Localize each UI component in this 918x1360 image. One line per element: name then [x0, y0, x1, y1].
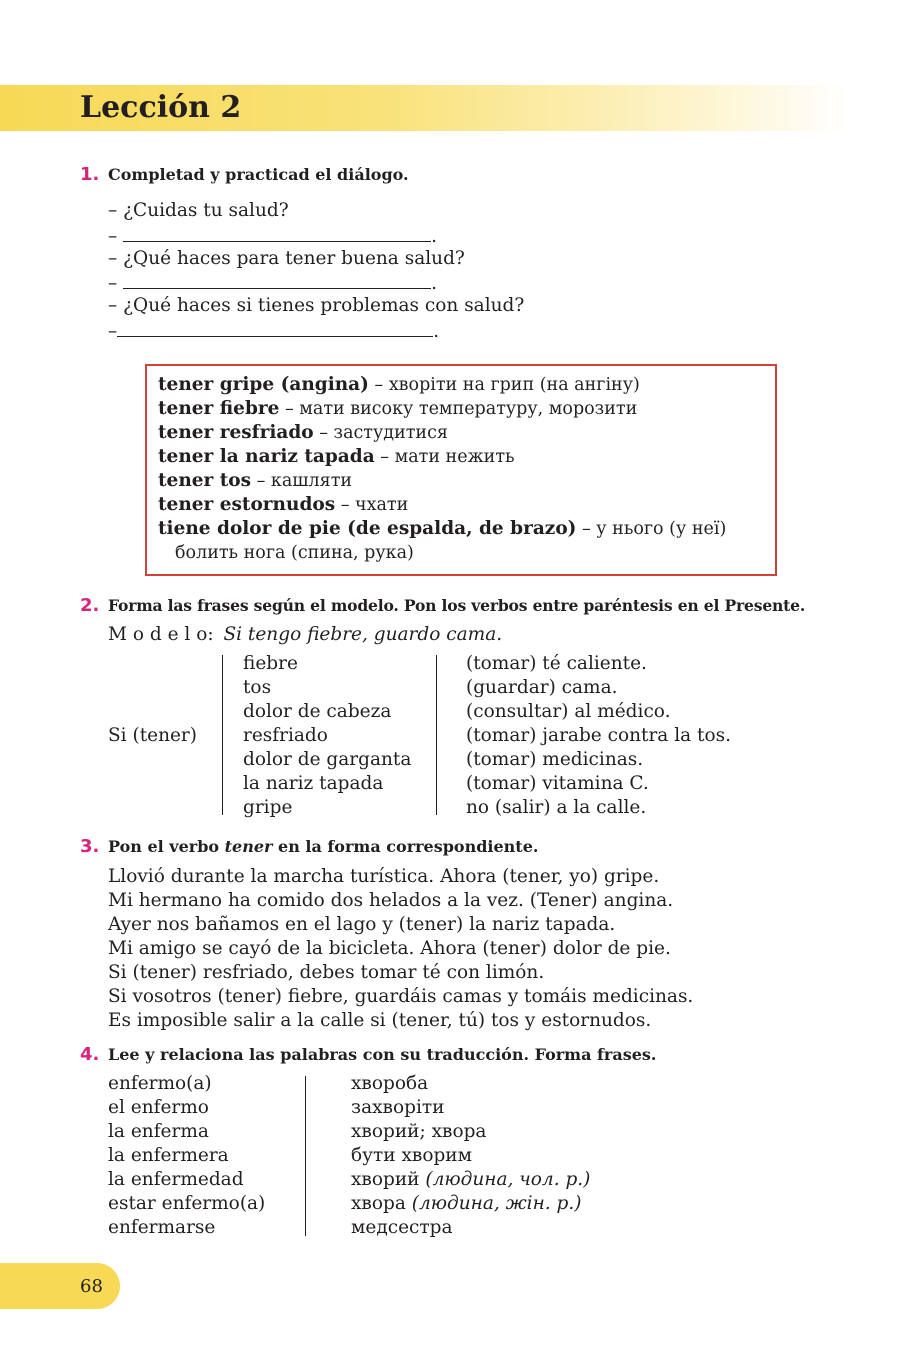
- dialogue-text: –: [108, 273, 124, 295]
- vocab-entry: [158, 421, 448, 445]
- exercise-3-sentence: Si vosotros (tener) fiebre, guardáis camas y tomáis medicinas.: [108, 986, 694, 1007]
- exercise-1-title: Completad y practicad el diálogo.: [108, 165, 409, 184]
- ukrainian-translation: [351, 1168, 590, 1192]
- exercise-3-title: Pon el verbo tener en la forma correspondiente.: [108, 837, 539, 856]
- exercise-3-number: 3.: [80, 836, 100, 857]
- dialogue-line: [108, 247, 465, 271]
- vocab-entry: [158, 445, 515, 469]
- translation-text: хворий: [351, 1169, 426, 1190]
- translation-text: захворіти: [351, 1097, 445, 1118]
- exercise-3-sentence: Mi hermano ha comido dos helados a la vez. (Tener) angina.: [108, 890, 674, 911]
- model-text: Si tengo fiebre, guardo cama.: [223, 624, 503, 645]
- vocab-translation: – у нього (у неї): [576, 519, 727, 539]
- translation-text: хвора: [351, 1193, 412, 1214]
- column-divider: [305, 1076, 306, 1236]
- dialogue-text: – ¿Qué haces si tienes problemas con salud?: [108, 295, 525, 317]
- translation-text: бути хворим: [351, 1145, 473, 1166]
- action-item: (consultar) al médico.: [466, 701, 671, 722]
- translation-text: хвороба: [351, 1073, 429, 1094]
- vocab-entry: [175, 541, 414, 565]
- translation-text: хворий; хвора: [351, 1121, 487, 1142]
- page-number: 68: [80, 1276, 103, 1297]
- vocab-translation: болить нога (спина, рука): [175, 543, 414, 563]
- vocab-term: tiene dolor de pie (de espalda, de brazo): [158, 518, 577, 539]
- vocab-term: tener tos: [158, 470, 252, 491]
- dialogue-line: – .: [108, 270, 437, 296]
- lesson-title: Lección 2: [80, 90, 242, 125]
- vocab-term: tener resfriado: [158, 422, 314, 443]
- model-example: [108, 623, 502, 647]
- dialogue-line: – .: [108, 318, 439, 344]
- symptom-item: tos: [243, 677, 272, 698]
- exercise-1-number: 1.: [80, 164, 100, 185]
- answer-blank[interactable]: [123, 223, 431, 242]
- symptom-item: gripe: [243, 797, 293, 818]
- spanish-word: la enfermedad: [108, 1169, 244, 1190]
- spanish-word: la enferma: [108, 1121, 209, 1142]
- ukrainian-translation: [351, 1120, 486, 1144]
- vocab-term: tener estornudos: [158, 494, 336, 515]
- vocab-entry: [158, 517, 726, 541]
- spanish-word: enfermo(a): [108, 1073, 212, 1094]
- dialogue-text: –: [108, 321, 118, 342]
- symptom-item: la nariz tapada: [243, 773, 384, 794]
- column-divider: [436, 655, 437, 815]
- ukrainian-translation: [351, 1144, 472, 1168]
- column-divider: [222, 655, 223, 815]
- dialogue-line: – .: [108, 223, 437, 249]
- symptom-item: fiebre: [243, 653, 298, 674]
- symptom-item: resfriado: [243, 725, 328, 746]
- dialogue-line: [108, 294, 524, 318]
- spanish-word: enfermarse: [108, 1217, 216, 1238]
- spanish-word: el enfermo: [108, 1097, 209, 1118]
- exercise-4-title: Lee y relaciona las palabras con su traducción. Forma frases.: [108, 1045, 657, 1064]
- dialogue-text: – ¿Qué haces para tener buena salud?: [108, 247, 465, 269]
- vocab-translation: – хворіти на грип (на ангіну): [368, 375, 640, 395]
- spanish-word: la enfermera: [108, 1145, 229, 1166]
- vocab-term: tener gripe (angina): [158, 374, 369, 395]
- exercise-2-title: Forma las frases según el modelo. Pon los verbos entre paréntesis en el Presente.: [108, 596, 806, 615]
- vocab-translation: – чхати: [335, 495, 409, 515]
- vocab-entry: [158, 373, 640, 397]
- exercise-3-sentence: Es imposible salir a la calle si (tener, tú) tos y estornudos.: [108, 1010, 652, 1031]
- vocab-translation: – мати нежить: [374, 447, 515, 467]
- conditional-prefix: Si (tener): [108, 725, 197, 746]
- ukrainian-translation: [351, 1072, 428, 1096]
- action-item: no (salir) a la calle.: [466, 797, 647, 818]
- answer-blank[interactable]: [123, 270, 431, 289]
- exercise-4-number: 4.: [80, 1044, 100, 1065]
- exercise-3-sentence: Llovió durante la marcha turística. Ahora (tener, yo) gripe.: [108, 866, 660, 887]
- vocab-term: tener fiebre: [158, 398, 280, 419]
- translation-note: (людина, жін. р.): [411, 1193, 582, 1214]
- exercise-3-sentence: Mi amigo se cayó de la bicicleta. Ahora (tener) dolor de pie.: [108, 938, 671, 959]
- spanish-word: estar enfermo(a): [108, 1193, 266, 1214]
- symptom-item: dolor de garganta: [243, 749, 412, 770]
- vocab-translation: – кашляти: [251, 471, 353, 491]
- translation-text: медсестра: [351, 1217, 453, 1238]
- action-item: (tomar) medicinas.: [466, 749, 644, 770]
- symptom-item: dolor de cabeza: [243, 701, 392, 722]
- action-item: (tomar) vitamina C.: [466, 773, 649, 794]
- vocab-term: tener la nariz tapada: [158, 446, 375, 467]
- exercise-3-sentence: Ayer nos bañamos en el lago y (tener) la nariz tapada.: [108, 914, 616, 935]
- dialogue-line: [108, 199, 289, 223]
- ukrainian-translation: [351, 1192, 581, 1216]
- exercise-2-number: 2.: [80, 595, 100, 616]
- vocab-entry: [158, 493, 408, 517]
- vocab-translation: – мати високу температуру, морозити: [279, 399, 638, 419]
- translation-note: (людина, чол. р.): [425, 1169, 591, 1190]
- vocab-translation: – застудитися: [313, 423, 448, 443]
- model-label: M o d e l o:: [108, 624, 214, 645]
- answer-blank[interactable]: [117, 318, 433, 337]
- dialogue-text: – ¿Cuidas tu salud?: [108, 200, 289, 221]
- action-item: (tomar) jarabe contra la tos.: [466, 725, 731, 746]
- vocab-entry: [158, 397, 637, 421]
- exercise-3-sentence: Si (tener) resfriado, debes tomar té con limón.: [108, 962, 545, 983]
- dialogue-text: –: [108, 225, 124, 247]
- ukrainian-translation: [351, 1216, 453, 1240]
- vocab-entry: [158, 469, 352, 493]
- ukrainian-translation: [351, 1096, 444, 1120]
- action-item: (tomar) té caliente.: [466, 653, 647, 674]
- action-item: (guardar) cama.: [466, 677, 618, 698]
